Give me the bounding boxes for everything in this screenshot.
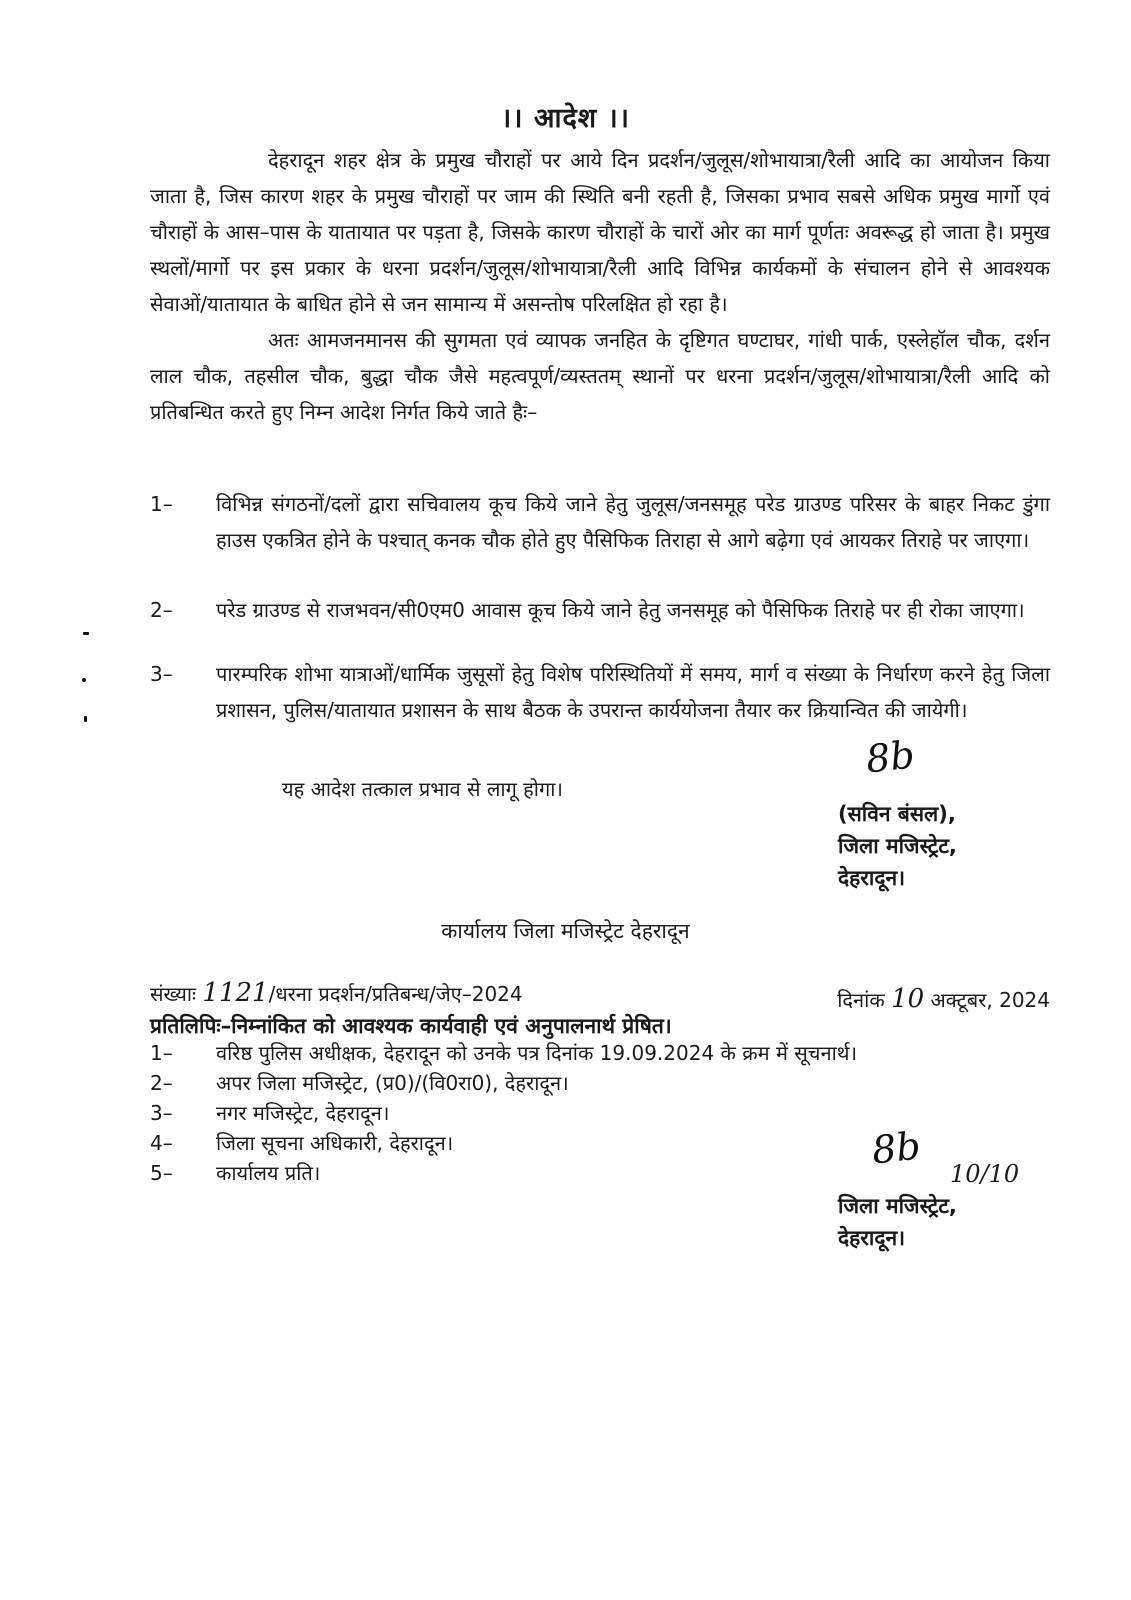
order-number: 2– [150,598,173,622]
copy-number: 1– [150,1041,173,1065]
reference-subject: /धरना प्रदर्शन/प्रतिबन्ध/जेए–2024 [268,982,523,1006]
signatory-place: देहरादून। [838,866,906,890]
date-rest: अक्टूबर, 2024 [930,988,1050,1012]
reference-number [150,978,523,1008]
reference-number-handwritten: 1121 [202,978,269,1008]
second-signatory-block [838,1190,957,1254]
signature-mark: 8b [863,732,917,782]
order-item-3 [150,656,1050,728]
signatory-name: (सविन बंसल), [838,802,956,826]
date-day-handwritten: 10 [891,984,925,1014]
second-signature-date: 10/10 [950,1160,1020,1188]
second-signatory-designation: जिला मजिस्ट्रेट, [838,1194,957,1218]
document-title: ।। आदेश ।। [500,103,631,134]
copy-text: कार्यालय प्रति। [216,1161,321,1185]
copy-text: नगर मजिस्ट्रेट, देहरादून। [216,1101,390,1125]
intro-paragraphs [150,142,1050,430]
reference-date [837,984,1050,1014]
order-number: 3– [150,662,173,686]
copy-text: जिला सूचना अधिकारी, देहरादून। [216,1131,454,1155]
reference-label: संख्याः [150,982,197,1006]
date-label: दिनांक [837,988,885,1012]
signatory-designation: जिला मजिस्ट्रेट, [838,834,957,858]
paragraph-1: देहरादून शहर क्षेत्र के प्रमुख चौराहों पर आये दिन प्रदर्शन/जुलूस/शोभायात्रा/रैली आदि का आयोजन किया जाता है, जिस कारण शहर के प्रमुख चौराहों पर जाम की स्थिति बनी रहती है, जिसका प्रभाव सबसे अधिक प्रमुख मार्गो एवं चौराहों के आस–पास के यातायात पर पड़ता है, जिसके कारण चौराहों के चारों ओर का मार्ग पूर्णतः अवरूद्ध हो जाता है। प्रमुख स्थलों/मार्गो पर इस प्रकार के धरना प्रदर्शन/जुलूस/शोभायात्रा/रैली आदि विभिन्न कार्यकमों के संचालन होने से आवश्यक सेवाओं/यातायात के बाधित होने से जन सामान्य में असन्तोष परिलक्षित हो रहा है। [150,148,1050,316]
order-number: 1– [150,492,173,516]
office-line: कार्यालय जिला मजिस्ट्रेट देहरादून [441,919,690,943]
order-text: विभिन्न संगठनों/दलों द्वारा सचिवालय कूच किये जाने हेतु जुलूस/जनसमूह परेड ग्राउण्ड परिसर के बाहर निकट डुंगा हाउस एकत्रित होने के पश्चात् कनक चौक होते हुए पैसिफिक तिराहा से आगे बढ़ेगा एवं आयकर तिराहे पर जाएगा। [216,492,1050,552]
copy-text: वरिष्ठ पुलिस अधीक्षक, देहरादून को उनके पत्र दिनांक 19.09.2024 के क्रम में सूचनार्थ। [216,1041,858,1065]
copy-text: अपर जिला मजिस्ट्रेट, (प्र0)/(वि0रा0), देहरादून। [216,1071,569,1095]
copy-number: 5– [150,1161,173,1185]
copy-number: 3– [150,1101,173,1125]
paragraph-2: अतः आमजनमानस की सुगमता एवं व्यापक जनहित के दृष्टिगत घण्टाघर, गांधी पार्क, एस्लेहॉल चौक, दर्शन लाल चौक, तहसील चौक, बुद्धा चौक जैसे महत्वपूर्ण/व्यस्ततम् स्थानों पर धरना प्रदर्शन/जुलूस/शोभायात्रा/रैली आदि को प्रतिबन्धित करते हुए निम्न आदेश निर्गत किये जाते हैः– [150,328,1050,424]
margin-dot [84,716,87,722]
order-text: पारम्परिक शोभा यात्राओं/धार्मिक जुसूसों हेतु विशेष परिस्थितियों में समय, मार्ग व संख्या के निर्धारण करने हेतु जिला प्रशासन, पुलिस/यातायात प्रशासन के साथ बैठक के उपरान्त कार्ययोजना तैयार कर क्रियान्वित की जायेगी। [216,662,1050,722]
order-item-2 [150,592,1050,628]
second-signatory-place: देहरादून। [838,1226,906,1250]
order-item-1 [150,486,1050,558]
margin-dot [83,632,89,635]
copy-heading: प्रतिलिपिः–निम्नांकित को आवश्यक कार्यवाही एवं अनुपालनार्थ प्रेषित। [150,1014,672,1038]
signatory-block [838,798,957,894]
copy-list-item [150,1068,1050,1098]
copy-number: 4– [150,1131,173,1155]
closing-line: यह आदेश तत्काल प्रभाव से लागू होगा। [282,777,564,801]
order-text: परेड ग्राउण्ड से राजभवन/सी0एम0 आवास कूच किये जाने हेतु जनसमूह को पैसिफिक तिराहे पर ही रोका जाएगा। [216,598,1025,622]
copy-number: 2– [150,1071,173,1095]
copy-list-item [150,1038,1050,1068]
margin-dot [82,678,86,682]
second-signature-mark: 8b [869,1123,923,1173]
